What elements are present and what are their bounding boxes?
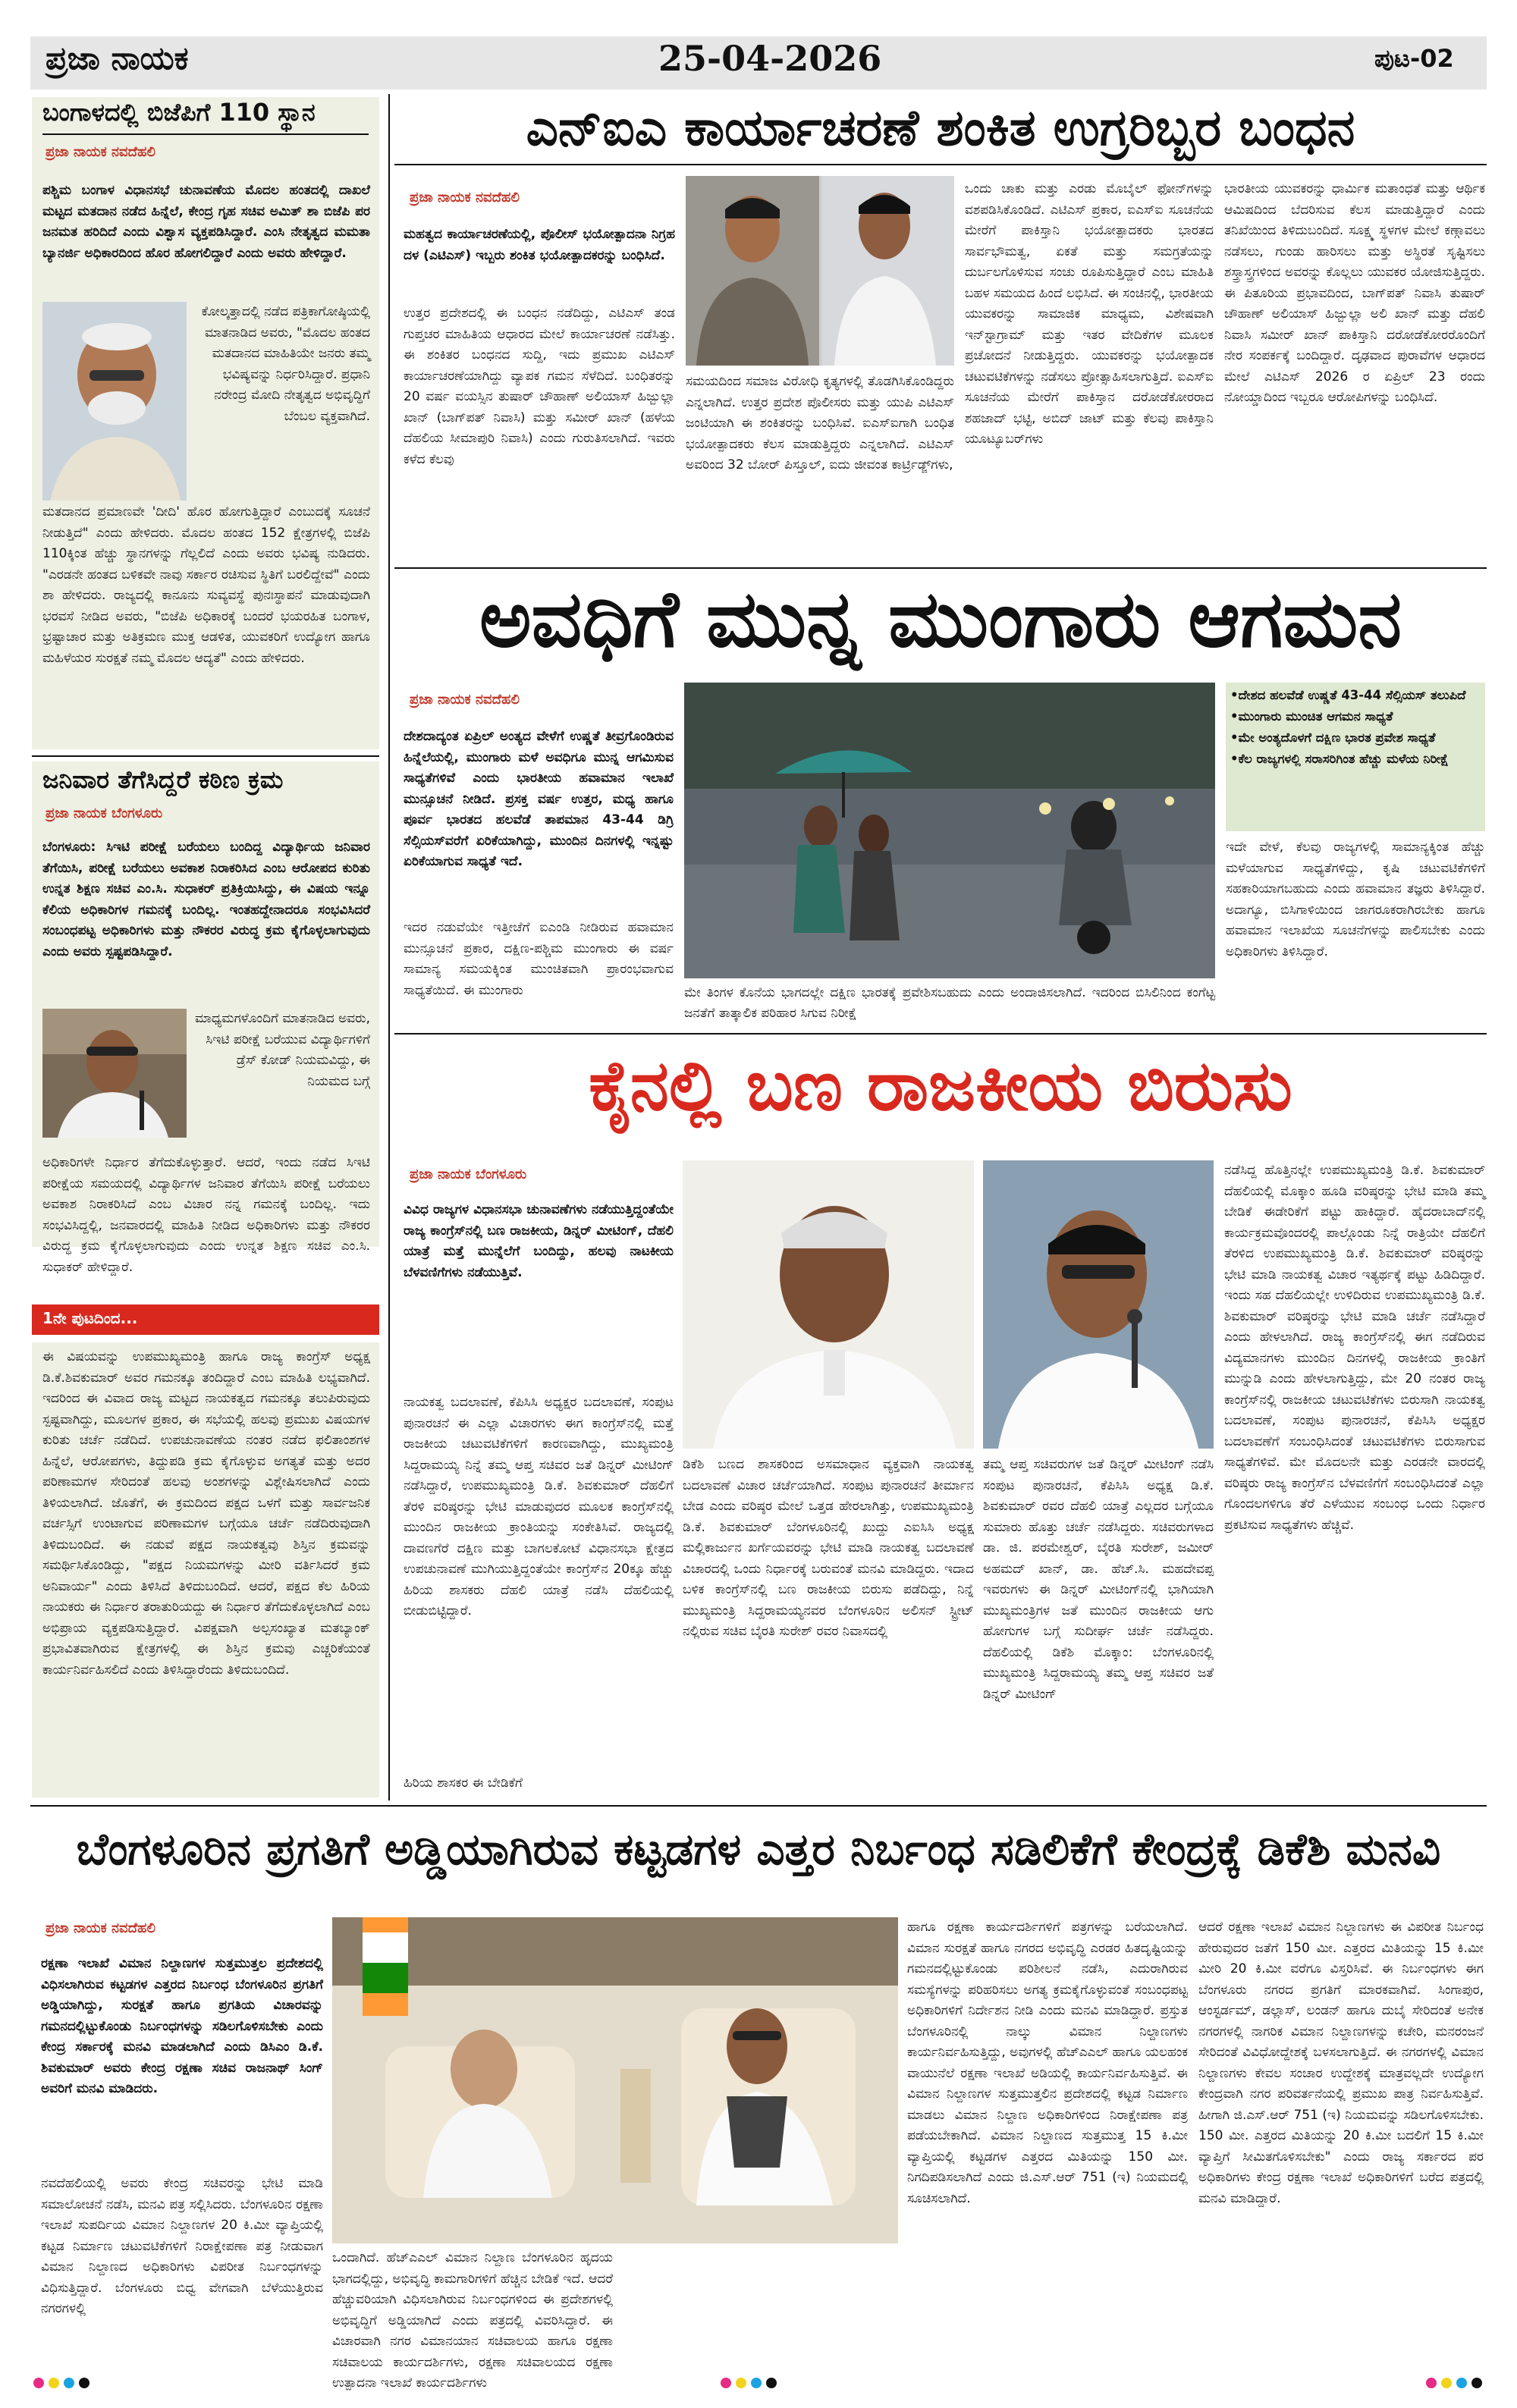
highlight-item: •ಮುಂಗಾರು ಮುಂಚಿತ ಆಗಮನ ಸಾಧ್ಯತೆ [1230,709,1393,724]
monsoon-col1: ಇದರ ನಡುವೆಯೇ ಇತ್ತೀಚೆಗೆ ಐಎಂಡಿ ನೀಡಿರುವ ಹವಾಮಾನ ಮುನ್ಸೂಚನೆ ಪ್ರಕಾರ, ದಕ್ಷಿಣ-ಪಶ್ಚಿಮ ಮುಂಗಾರು ಈ ವರ್ಷ ಸಾಮಾನ್ಯ ಸಮಯಕ್ಕಿಂತ ಮುಂಚಿತವಾಗಿ ಪ್ರಾರಂಭವಾಗುವ ಸಾಧ್ಯತೆಯಿದೆ. ಈ ಮುಂಗಾರು [404,920,674,998]
monsoon-lead: ದೇಶದಾದ್ಯಂತ ಏಪ್ರಿಲ್ ಅಂತ್ಯದ ವೇಳೆಗೆ ಉಷ್ಣತೆ ತೀವ್ರಗೊಂಡಿರುವ ಹಿನ್ನೆಲೆಯಲ್ಲಿ, ಮುಂಗಾರು ಮಳೆ ಅವಧಿಗೂ ಮುನ್ನ ಆಗಮಿಸುವ ಸಾಧ್ಯತೆಗಳಿವೆ ಎಂದು ಭಾರತೀಯ ಹವಾಮಾನ ಇಲಾಖೆ ಮುನ್ಸೂಚನೆ ನೀಡಿದೆ. ಪ್ರಸಕ್ತ ವರ್ಷ ಉತ್ತರ, ಮಧ್ಯ ಹಾಗೂ ಪೂರ್ವ ಭಾರತದ ಹಲವೆಡೆ ತಾಪಮಾನ 43-44 ಡಿಗ್ರಿ ಸೆಲ್ಸಿಯಸ್‌ವರೆಗೆ ಏರಿಕೆಯಾಗಿದ್ದು, ಮುಂದಿನ ದಿನಗಳಲ್ಲಿ ಇನ್ನಷ್ಟು ಏರಿಕೆಯಾಗುವ ಸಾಧ್ಯತೆ ಇದೆ. [404,729,674,869]
dks-headline: ಬೆಂಗಳೂರಿನ ಪ್ರಗತಿಗೆ ಅಡ್ಡಿಯಾಗಿರುವ ಕಟ್ಟಡಗಳ ಎತ್ತರ ನಿರ್ಬಂಧ ಸಡಿಲಿಕೆಗೆ ಕೇಂದ್ರಕ್ಕೆ ಡಿಕೆಶಿ ಮನವಿ [76,1823,1441,1875]
congress-col4: ನಡೆಸಿದ್ದ ಹೊತ್ತಿನಲ್ಲೇ ಉಪಮುಖ್ಯಮಂತ್ರಿ ಡಿ.ಕೆ. ಶಿವಕುಮಾರ್ ದೆಹಲಿಯಲ್ಲಿ ಮೊಕ್ಕಾಂ ಹೂಡಿ ವರಿಷ್ಠರನ್ನು ಭೇಟಿ ಮಾಡಿ ತಮ್ಮ ಬೇಡಿಕೆ ಈಡೇರಿಕೆಗೆ ಪಟ್ಟು ಹಾಕಿದ್ದಾರೆ. ಹೈದರಾಬಾದ್‌ನಲ್ಲಿ ಕಾರ್ಯಕ್ರಮವೊಂದರಲ್ಲಿ ಪಾಲ್ಗೊಂಡು ನಿನ್ನೆ ರಾತ್ರಿಯೇ ದೆಹಲಿಗೆ ತೆರಳಿದ ಉಪಮುಖ್ಯಮಂತ್ರಿ ಡಿ.ಕೆ. ಶಿವಕುಮಾರ್ ವರಿಷ್ಠರನ್ನು ಭೇಟಿ ಮಾಡಿ ನಾಯಕತ್ವ ವಿಚಾರ ಇತ್ಯರ್ಥಕ್ಕೆ ಪಟ್ಟು ಹಿಡಿದಿದ್ದಾರೆ. ಇಂದು ಸಹ ದೆಹಲಿಯಲ್ಲೇ ಉಳಿದಿರುವ ಉಪಮುಖ್ಯಮಂತ್ರಿ ಡಿ.ಕೆ. ಶಿವಕುಮಾರ್ ವರಿಷ್ಠರನ್ನು ಭೇಟಿ ಮಾಡಿ ಚರ್ಚೆ ನಡೆಸಿದ್ದಾರೆ ಎಂದು ಹೇಳಲಾಗಿದೆ. ರಾಜ್ಯ ಕಾಂಗ್ರೆಸ್‌ನಲ್ಲಿ ಈಗ ನಡೆದಿರುವ ವಿದ್ಯಮಾನಗಳು ಮುಂದಿನ ದಿನಗಳಲ್ಲಿ ರಾಜಕೀಯ ಕ್ರಾಂತಿಗೆ ಮುನ್ನುಡಿ ಎಂದು ಹೇಳಲಾಗುತ್ತಿದ್ದು, ಮೇ 20 ನಂತರ ರಾಜ್ಯ ಕಾಂಗ್ರೆಸ್‌ನಲ್ಲಿ ರಾಜಕೀಯ ಚಟುವಟಿಕೆಗಳು ಬಿರುಸಾಗಿ ನಾಯಕತ್ವ ಬದಲಾವಣೆ, ಸಂಪುಟ ಪುನಾರಚನೆ, ಕೆಪಿಸಿಸಿ ಅಧ್ಯಕ್ಷರ ಬದಲಾವಣೆಗೆ ಸಂಬಂಧಿಸಿದಂತೆ ಚಟುವಟಿಕೆಗಳು ಬಿರುಸಾಗುವ ಸಾಧ್ಯತೆಗಳಿವೆ. ಮೇ ಮೊದಲನೇ ಮತ್ತು ಎರಡನೇ ವಾರದಲ್ಲಿ ವರಿಷ್ಠರು ರಾಜ್ಯ ಕಾಂಗ್ರೆಸ್‌ನ ಬೆಳವಣಿಗೆಗೆ ಸಂಬಂಧಿಸಿದಂತೆ ಎಲ್ಲಾ ಗೊಂದಲಗಳಿಗೂ ತೆರೆ ಎಳೆಯುವ ಸಂಬಂಧ ಒಂದು ನಿರ್ಧಾರ ಪ್ರಕಟಿಸುವ ಸಾಧ್ಯತೆಗಳು ಹೆಚ್ಚಿವೆ. [1224,1163,1485,1533]
color-registration-center [721,2377,781,2391]
nia-col3: ಒಂದು ಚಾಕು ಮತ್ತು ಎರಡು ಮೊಬೈಲ್ ಫೋನ್‌ಗಳನ್ನು ವಶಪಡಿಸಿಕೊಂಡಿದೆ. ಎಟಿಎಸ್ ಪ್ರಕಾರ, ಐಎಸ್‌ಐ ಸೂಚನೆಯ ಮೇರೆಗೆ ಪಾಕಿಸ್ತಾನಿ ಭಯೋತ್ಪಾದಕರು ಭಾರತದ ಸಾರ್ವಭೌಮತ್ವ, ಏಕತೆ ಮತ್ತು ಸಮಗ್ರತೆಯನ್ನು ದುರ್ಬಲಗೊಳಿಸುವ ಸಂಚು ರೂಪಿಸುತ್ತಿದ್ದಾರೆ ಎಂಬ ಮಾಹಿತಿ ಬಹಳ ಸಮಯದ ಹಿಂದೆ ಲಭಿಸಿದೆ. ಈ ಸಂಚಿನಲ್ಲಿ, ಭಾರತೀಯ ಯುವಕರನ್ನು ಸಾಮಾಜಿಕ ಮಾಧ್ಯಮ, ವಿಶೇಷವಾಗಿ ಇನ್‌ಸ್ಟಾಗ್ರಾಮ್ ಮತ್ತು ಇತರ ವೇದಿಕೆಗಳ ಮೂಲಕ ಪ್ರಚೋದನೆ ನೀಡುತ್ತಿದ್ದರು. ಯುವಕರನ್ನು ಭಯೋತ್ಪಾದಕ ಚಟುವಟಿಕೆಗಳನ್ನು ನಡೆಸಲು ಪ್ರೋತ್ಸಾಹಿಸಲಾಗುತ್ತಿದೆ. ಐಎಸ್‌ಐ ಸೂಚನೆಯ ಮೇರೆಗೆ ಪಾಕಿಸ್ತಾನ ದರೋಡೆಕೋರರಾದ ಶಹಜಾದ್ ಭಟ್ಟಿ, ಅಬಿದ್ ಜಾಟ್ ಮತ್ತು ಕೆಲವು ಪಾಕಿಸ್ತಾನಿ ಯೂಟ್ಯೂಬರ್‌ಗಳು [965,181,1214,447]
nia-col1: ಉತ್ತರ ಪ್ರದೇಶದಲ್ಲಿ ಈ ಬಂಧನ ನಡೆದಿದ್ದು, ಎಟಿಎಸ್ ತಂಡ ಗುಪ್ತಚರ ಮಾಹಿತಿಯ ಆಧಾರದ ಮೇಲೆ ಕಾರ್ಯಾಚರಣೆ ನಡೆಸಿತ್ತು. ಈ ಶಂಕಿತರ ಬಂಧನದ ಸುದ್ದಿ, ಇದು ಪ್ರಮುಖ ಎಟಿಎಸ್ ಕಾರ್ಯಾಚರಣೆಯಾಗಿದ್ದು ವ್ಯಾಪಕ ಗಮನ ಸೆಳೆದಿದೆ. ಬಂಧಿತರನ್ನು 20 ವರ್ಷ ವಯಸ್ಸಿನ ತುಷಾರ್ ಚೌಹಾಣ್ ಅಲಿಯಾಸ್ ಹಿಜ್ಬುಲ್ಲಾ ಖಾನ್ (ಬಾಗ್‌ಪತ್ ನಿವಾಸಿ) ಮತ್ತು ಸಮೀರ್ ಖಾನ್ (ಹಳೆಯ ದೆಹಲಿಯ ಸೀಮಾಪುರಿ ನಿವಾಸಿ) ಎಂದು ಗುರುತಿಸಲಾಗಿದೆ. ಇವರು ಕಳೆದ ಕೆಲವು [404,306,675,467]
dks-col3: ಹಾಗೂ ರಕ್ಷಣಾ ಕಾರ್ಯದರ್ಶಿಗಳಿಗೆ ಪತ್ರಗಳನ್ನು ಬರೆಯಲಾಗಿದೆ. ವಿಮಾನ ಸುರಕ್ಷತೆ ಹಾಗೂ ನಗರದ ಅಭಿವೃದ್ಧಿ ಎರಡರ ಹಿತದೃಷ್ಟಿಯನ್ನು ಗಮನದಲ್ಲಿಟ್ಟುಕೊಂಡು ಪರಿಶೀಲನೆ ನಡೆಸಿ, ಎದುರಾಗಿರುವ ಸಮಸ್ಯೆಗಳನ್ನು ಪರಿಹರಿಸಲು ಅಗತ್ಯ ಕ್ರಮಕೈಗೊಳ್ಳುವಂತೆ ಸಂಬಂಧಪಟ್ಟ ಅಧಿಕಾರಿಗಳಿಗೆ ನಿರ್ದೇಶನ ನೀಡಿ ಎಂದು ಮನವಿ ಮಾಡಿದ್ದಾರೆ. ಪ್ರಸ್ತುತ ಬೆಂಗಳೂರಿನಲ್ಲಿ ನಾಲ್ಕು ವಿಮಾನ ನಿಲ್ದಾಣಗಳು ಕಾರ್ಯನಿರ್ವಹಿಸುತ್ತಿದ್ದು, ಅವುಗಳಲ್ಲಿ ಹೆಚ್‌ಎಎಲ್ ಹಾಗೂ ಯಲಹಂಕ ವಾಯುನೆಲೆ ರಕ್ಷಣಾ ಇಲಾಖೆ ಅಡಿಯಲ್ಲಿ ಕಾರ್ಯನಿರ್ವಹಿಸುತ್ತಿವೆ. ಈ ವಿಮಾನ ನಿಲ್ದಾಣಗಳ ಸುತ್ತಮುತ್ತಲಿನ ಪ್ರದೇಶದಲ್ಲಿ ಕಟ್ಟಡ ನಿರ್ಮಾಣ ಮಾಡಲು ವಿಮಾನ ನಿಲ್ದಾಣ ಅಧಿಕಾರಿಗಳಿಂದ ನಿರಾಕ್ಷೇಪಣಾ ಪತ್ರ ಪಡೆಯಬೇಕಾಗಿದೆ. ವಿಮಾನ ನಿಲ್ದಾಣದ ಸುತ್ತಮುತ್ತ 15 ಕಿ.ಮೀ ವ್ಯಾಪ್ತಿಯಲ್ಲಿ ಕಟ್ಟಡಗಳ ಎತ್ತರದ ಮಿತಿಯನ್ನು 150 ಮೀ. ನಿಗದಿಪಡಿಸಲಾಗಿದೆ ಎಂದು ಜಿ.ಎಸ್.ಆರ್ 751 (ಇ) ನಿಯಮದಲ್ಲಿ ಸೂಚಿಸಲಾಗಿದೆ. [907,1920,1188,2206]
congress-col3: ತಮ್ಮ ಆಪ್ತ ಸಚಿವರುಗಳ ಜತೆ ಡಿನ್ನರ್ ಮೀಟಿಂಗ್ ನಡೆಸಿ ಸಂಪುಟ ಪುನಾರಚನೆ, ಕೆಪಿಸಿಸಿ ಅಧ್ಯಕ್ಷ ಡಿ.ಕೆ. ಶಿವಕುಮಾರ್ ರವರ ದೆಹಲಿ ಯಾತ್ರೆ ಎಲ್ಲದರ ಬಗ್ಗೆಯೂ ಸುಮಾರು ಹೊತ್ತು ಚರ್ಚೆ ನಡೆಸಿದ್ದರು. ಸಚಿವರುಗಳಾದ ಡಾ. ಜಿ. ಪರಮೇಶ್ವರ್, ಬೈರತಿ ಸುರೇಶ್, ಜಮೀರ್ ಅಹಮದ್ ಖಾನ್, ಡಾ. ಹೆಚ್.ಸಿ. ಮಹದೇವಪ್ಪ ಇವರುಗಳು ಈ ಡಿನ್ನರ್ ಮೀಟಿಂಗ್‌ನಲ್ಲಿ ಭಾಗಿಯಾಗಿ ಮುಖ್ಯಮಂತ್ರಿಗಳ ಜತೆ ಮುಂದಿನ ರಾಜಕೀಯ ಆಗು ಹೋಗುಗಳ ಬಗ್ಗೆ ಸುದೀರ್ಘ ಚರ್ಚೆ ನಡೆಸಿದ್ದರು. ದೆಹಲಿಯಲ್ಲಿ ಡಿಕೆಶಿ ಮೊಕ್ಕಾಂ: ಬೆಂಗಳೂರಿನಲ್ಲಿ ಮುಖ್ಯಮಂತ್ರಿ ಸಿದ್ದರಾಮಯ್ಯ ತಮ್ಮ ಆಪ್ತ ಸಚಿವರ ಜತೆ ಡಿನ್ನರ್ ಮೀಟಿಂಗ್ [983,1457,1214,1702]
monsoon-highlights [1226,683,1485,831]
divider [394,164,1487,165]
divider [394,567,1487,569]
nia-col4: ಭಾರತೀಯ ಯುವಕರನ್ನು ಧಾರ್ಮಿಕ ಮತಾಂಧತೆ ಮತ್ತು ಆರ್ಥಿಕ ಆಮಿಷದಿಂದ ಬೆದರಿಸುವ ಕೆಲಸ ಮಾಡುತ್ತಿದ್ದಾರೆ ಎಂದು ತನಿಖೆಯಿಂದ ತಿಳಿದುಬಂದಿದೆ. ಸೂಕ್ಷ್ಮ ಸ್ಥಳಗಳ ಮೇಲೆ ಕಣ್ಗಾವಲು ನಡೆಸಲು, ಗುಂಡು ಹಾರಿಸಲು ಮತ್ತು ಅಸ್ಥಿರತೆ ಸೃಷ್ಟಿಸಲು ಶಸ್ತ್ರಾಸ್ತ್ರಗಳಿಂದ ಅವರನ್ನು ಕೊಲ್ಲಲು ಯುವಕರ ಯೋಜಿಸುತ್ತಿದ್ದರು. ಈ ಪಿತೂರಿಯ ಪ್ರಭಾವದಿಂದ, ಬಾಗ್‌ಪತ್ ನಿವಾಸಿ ತುಷಾರ್ ಚೌಹಾಣ್ ಅಲಿಯಾಸ್ ಹಿಜ್ಬುಲ್ಲಾ ಅಲಿ ಖಾನ್ ಮತ್ತು ದೆಹಲಿ ನಿವಾಸಿ ಸಮೀರ್ ಖಾನ್ ಪಾಕಿಸ್ತಾನಿ ದರೋಡೆಕೋರರೊಂದಿಗೆ ನೇರ ಸಂಪರ್ಕಕ್ಕೆ ಬಂದಿದ್ದಾರೆ. ದೃಢವಾದ ಪುರಾವೆಗಳ ಆಧಾರದ ಮೇಲೆ ಎಟಿಎಸ್ 2026 ರ ಏಪ್ರಿಲ್ 23 ರಂದು ನೋಯ್ಡಾದಿಂದ ಇಬ್ಬರೂ ಆರೋಪಿಗಳನ್ನು ಬಂಧಿಸಿದೆ. [1224,181,1485,405]
dcm-portrait [983,1160,1214,1449]
exam-byline: ಪ್ರಜಾ ನಾಯಕ ಬೆಂಗಳೂರು [46,805,163,821]
monsoon-side: ಇದೇ ವೇಳೆ, ಕೆಲವು ರಾಜ್ಯಗಳಲ್ಲಿ ಸಾಮಾನ್ಯಕ್ಕಿಂತ ಹೆಚ್ಚು ಮಳೆಯಾಗುವ ಸಾಧ್ಯತೆಗಳಿದ್ದು, ಕೃಷಿ ಚಟುವಟಿಕೆಗಳಿಗೆ ಸಹಕಾರಿಯಾಗಬಹುದು ಎಂದು ಹವಾಮಾನ ತಜ್ಞರು ತಿಳಿಸಿದ್ದಾರೆ. ಅದಾಗ್ಯೂ, ಬಿಸಿಗಾಳಿಯಿಂದ ಜಾಗರೂಕರಾಗಿರಬೇಕು ಹಾಗೂ ಹವಾಮಾನ ಇಲಾಖೆಯ ಸೂಚನೆಗಳನ್ನು ಪಾಲಿಸಬೇಕು ಎಂದು ಅಧಿಕಾರಿಗಳು ತಿಳಿಸಿದ್ದಾರೆ. [1226,840,1485,959]
dks-lead: ರಕ್ಷಣಾ ಇಲಾಖೆ ವಿಮಾನ ನಿಲ್ದಾಣಗಳ ಸುತ್ತಮುತ್ತಲ ಪ್ರದೇಶದಲ್ಲಿ ವಿಧಿಸಲಾಗಿರುವ ಕಟ್ಟಡಗಳ ಎತ್ತರದ ನಿರ್ಬಂಧ ಬೆಂಗಳೂರಿನ ಪ್ರಗತಿಗೆ ಅಡ್ಡಿಯಾಗಿದ್ದು, ಸುರಕ್ಷತೆ ಹಾಗೂ ಪ್ರಗತಿಯ ವಿಚಾರವನ್ನು ಗಮನದಲ್ಲಿಟ್ಟುಕೊಂಡು ನಿರ್ಬಂಧಗಳನ್ನು ಸಡಿಲಗೊಳಿಸಬೇಕು ಎಂದು ಕೇಂದ್ರ ಸರ್ಕಾರಕ್ಕೆ ಮನವಿ ಮಾಡಲಾಗಿದೆ ಎಂದು ಡಿಸಿಎಂ ಡಿ.ಕೆ. ಶಿವಕುಮಾರ್ ಅವರು ಕೇಂದ್ರ ರಕ್ಷಣಾ ಸಚಿವ ರಾಜನಾಥ್ ಸಿಂಗ್ ಅವರಿಗೆ ಮನವಿ ಮಾಡಿದರು. [41,1956,323,2096]
monsoon-headline: ಅವಧಿಗೆ ಮುನ್ನ ಮುಂಗಾರು ಆಗಮನ [479,573,1402,665]
column-rule [388,94,390,1801]
exam-body: ಅಧಿಕಾರಿಗಳೇ ನಿರ್ಧಾರ ತೆಗೆದುಕೊಳ್ಳುತ್ತಾರೆ. ಆದರೆ, ಇಂದು ನಡೆದ ಸಿಇಟಿ ಪರೀಕ್ಷೆಯ ಸಮಯದಲ್ಲಿ ವಿದ್ಯಾರ್ಥಿಗಳ ಜನಿವಾರ ತೆಗೆಯಿಸಿ ಪರೀಕ್ಷೆ ಬರೆಯಲು ಅವಕಾಶ ನಿರಾಕರಿಸಿದೆ ಎಂಬ ವಿಚಾರ ನನ್ನ ಗಮನಕ್ಕೆ ಬಂದಿಲ್ಲ. ಇದು ಸಂಭವಿಸಿದ್ದಲ್ಲಿ, ಜನವಾರದಲ್ಲಿ ಮಾಹಿತಿ ನೀಡಿದ ಅಧಿಕಾರಿಗಳು ಮತ್ತು ನೌಕರರ ವಿರುದ್ಧ ಕ್ರಮ ಕೈಗೊಳ್ಳಲಾಗುವುದು ಎಂದು ಉನ್ನತ ಶಿಕ್ಷಣ ಸಚಿವ ಎಂ.ಸಿ. ಸುಧಾಕರ್ ಹೇಳಿದ್ದಾರೆ. [42,1155,370,1275]
divider [30,1805,1487,1807]
dks-rajnath-photo [332,1917,898,2243]
minister-portrait [42,1009,187,1138]
divider [42,133,369,135]
suspects-image [686,176,954,366]
congress-lead: ವಿವಿಧ ರಾಜ್ಯಗಳ ವಿಧಾನಸಭಾ ಚುನಾವಣೆಗಳು ನಡೆಯುತ್ತಿದ್ದಂತೆಯೇ ರಾಜ್ಯ ಕಾಂಗ್ರೆಸ್‌ನಲ್ಲಿ ಬಣ ರಾಜಕೀಯ, ಡಿನ್ನರ್ ಮೀಟಿಂಗ್, ದೆಹಲಿ ಯಾತ್ರೆ ಮತ್ತೆ ಮುನ್ನೆಲೆಗೆ ಬಂದಿದ್ದು, ಹಲವು ನಾಟಕೀಯ ಬೆಳವಣಿಗೆಗಳು ನಡೆಯುತ್ತಿವೆ. [404,1202,674,1280]
nia-byline: ಪ್ರಜಾ ನಾಯಕ ನವದೆಹಲಿ [410,190,520,206]
bengal-headline: ಬಂಗಾಳದಲ್ಲಿ ಬಿಜೆಪಿಗೆ 110 ಸ್ಥಾನ [42,98,316,127]
continued-label: 1ನೇ ಪುಟದಿಂದ... [32,1304,379,1335]
exam-lead: ಬೆಂಗಳೂರು: ಸಿಇಟಿ ಪರೀಕ್ಷೆ ಬರೆಯಲು ಬಂದಿದ್ದ ವಿದ್ಯಾರ್ಥಿಯ ಜನಿವಾರ ತೆಗೆಯಿಸಿ, ಪರೀಕ್ಷೆ ಬರೆಯಲು ಅವಕಾಶ ನಿರಾಕರಿಸಿದ ಎಂಬ ಆರೋಪದ ಕುರಿತು ಉನ್ನತ ಶಿಕ್ಷಣ ಸಚಿವ ಎಂ.ಸಿ. ಸುಧಾಕರ್ ಪ್ರತಿಕ್ರಿಯಿಸಿದ್ದು, ಈ ವಿಷಯ ಇನ್ನೂ ಕೆಲಿಯ ಅಧಿಕಾರಿಗಳ ಗಮನಕ್ಕೆ ಬಂದಿಲ್ಲ. ಇಂತಹದ್ದೇನಾದರೂ ಸಂಭವಿಸಿದರೆ ಸಂಬಂಧಪಟ್ಟ ಅಧಿಕಾರಿಗಳು ಮತ್ತು ನೌಕರರ ವಿರುದ್ಧ ಕ್ರಮ ಕೈಗೊಳ್ಳಲಾಗುವುದು ಎಂದು ಅವರು ಸ್ಪಷ್ಟಪಡಿಸಿದ್ದಾರೆ. [42,840,370,959]
nia-headline: ಎನ್‌ಐಎ ಕಾರ್ಯಾಚರಣೆ ಶಂಕಿತ ಉಗ್ರರಿಬ್ಬರ ಬಂಧನ [526,99,1355,157]
nia-col2: ಸಮಯದಿಂದ ಸಮಾಜ ವಿರೋಧಿ ಕೃತ್ಯಗಳಲ್ಲಿ ತೊಡಗಿಸಿಕೊಂಡಿದ್ದರು ಎನ್ನಲಾಗಿದೆ. ಉತ್ತರ ಪ್ರದೇಶ ಪೊಲೀಸರು ಮತ್ತು ಯುಪಿ ಎಟಿಎಸ್ ಜಂಟಿಯಾಗಿ ಈ ಶಂಕಿತರನ್ನು ಬಂಧಿಸಿವೆ. ಐಎಸ್‌ಐಗಾಗಿ ಬಂಧಿತ ಭಯೋತ್ಪಾದಕರು ಕೆಲಸ ಮಾಡುತ್ತಿದ್ದರು ಎನ್ನಲಾಗಿದೆ. ಎಟಿಎಸ್ ಅವರಿಂದ 32 ಬೋರ್ ಪಿಸ್ತೂಲ್, ಐದು ಜೀವಂತ ಕಾರ್ಟ್ರಿಡ್ಜ್‌ಗಳು, [686,374,954,472]
divider [32,755,379,757]
nia-lead: ಮಹತ್ವದ ಕಾರ್ಯಾಚರಣೆಯಲ್ಲಿ, ಪೊಲೀಸ್ ಭಯೋತ್ಪಾದನಾ ನಿಗ್ರಹ ದಳ (ಎಟಿಎಸ್) ಇಬ್ಬರು ಶಂಕಿತ ಭಯೋತ್ಪಾದಕರನ್ನು ಬಂಧಿಸಿದೆ. [404,227,675,263]
dks-col1: ನವದೆಹಲಿಯಲ್ಲಿ ಅವರು ಕೇಂದ್ರ ಸಚಿವರನ್ನು ಭೇಟಿ ಮಾಡಿ ಸಮಾಲೋಚನೆ ನಡೆಸಿ, ಮನವಿ ಪತ್ರ ಸಲ್ಲಿಸಿದರು. ಬೆಂಗಳೂರಿನ ರಕ್ಷಣಾ ಇಲಾಖೆ ಸುಪರ್ದಿಯ ವಿಮಾನ ನಿಲ್ದಾಣಗಳ 20 ಕಿ.ಮೀ ವ್ಯಾಪ್ತಿಯಲ್ಲಿ ಕಟ್ಟಡ ನಿರ್ಮಾಣ ಚಟುವಟಿಕೆಗಳಿಗೆ ನಿರಾಕ್ಷೇಪಣಾ ಪತ್ರ ನೀಡುವಾಗ ವಿಮಾನ ನಿಲ್ದಾಣದ ಅಧಿಕಾರಿಗಳು ವಿಪರೀತ ನಿರ್ಬಂಧಗಳನ್ನು ವಿಧಿಸುತ್ತಿದ್ದಾರೆ. ಬೆಂಗಳೂರು ಬಿಧ್ವ ವೇಗವಾಗಿ ಬೆಳೆಯುತ್ತಿರುವ ನಗರಗಳಲ್ಲಿ [41,2176,323,2316]
continued-body: ಈ ವಿಷಯವನ್ನು ಉಪಮುಖ್ಯಮಂತ್ರಿ ಹಾಗೂ ರಾಜ್ಯ ಕಾಂಗ್ರೆಸ್ ಅಧ್ಯಕ್ಷ ಡಿ.ಕೆ.ಶಿವಕುಮಾರ್ ಅವರ ಗಮನಕ್ಕೂ ತಂದಿದ್ದಾರೆ ಎಂಬ ಮಾಹಿತಿ ಲಭ್ಯವಾಗಿದೆ. ಇದರಿಂದ ಈ ವಿವಾದ ರಾಜ್ಯ ಮಟ್ಟದ ನಾಯಕತ್ವದ ಗಮನಕ್ಕೂ ತಲುಪಿರುವುದು ಸ್ಪಷ್ಟವಾಗಿದ್ದು, ಮೂಲಗಳ ಪ್ರಕಾರ, ಈ ಸಭೆಯಲ್ಲಿ ಹಲವು ಪ್ರಮುಖ ವಿಷಯಗಳ ಕುರಿತು ಚರ್ಚೆ ನಡೆದಿದೆ. ಉಪಚುನಾವಣೆಯ ನಂತರ ನಡೆದ ಫಲಿತಾಂಶಗಳ ಹಿನ್ನೆಲೆ, ಆರೋಪಗಳು, ತಿದ್ದುಪಡಿ ಕ್ರಮ ಕೈಗೊಳ್ಳುವ ಅಗತ್ಯತೆ ಮತ್ತು ಅದರ ಪರಿಣಾಮಗಳ ಸೇರಿದಂತೆ ಹಲವು ಅಂಶಗಳನ್ನು ವಿಶ್ಲೇಷಿಸಲಾಗಿದೆ ಎಂದು ತಿಳಿಯಲಾಗಿದೆ. ಜೊತೆಗೆ, ಈ ಕ್ರಮದಿಂದ ಪಕ್ಷದ ಒಳಗೆ ಮತ್ತು ಸಾರ್ವಜನಿಕ ವರ್ಚಸ್ಸಿಗೆ ಉಂಟಾಗುವ ಪರಿಣಾಮಗಳ ಬಗ್ಗೆಯೂ ಚರ್ಚೆ ನಡೆದಿರುವುದಾಗಿ ತಿಳಿದುಬಂದಿದೆ. ಈ ನಡುವೆ ಪಕ್ಷದ ನಾಯಕತ್ವವು ಶಿಸ್ತಿನ ಕ್ರಮವನ್ನು ಸಮರ್ಥಿಸಿಕೊಂಡಿದ್ದು, "ಪಕ್ಷದ ನಿಯಮಗಳನ್ನು ಮೀರಿ ವರ್ತಿಸಿದರೆ ಕ್ರಮ ಅನಿವಾರ್ಯ" ಎಂದು ತಿಳಿಸಿದೆ ತಿಳಿದುಬಂದಿದೆ. ಆದರೆ, ಪಕ್ಷದ ಕೆಲ ಹಿರಿಯ ನಾಯಕರು ಈ ನಿರ್ಧಾರ ತರಾತುರಿಯದ್ದು ಈ ನಿರ್ಧಾರ ತೆಗೆದುಕೊಳ್ಳಲಾಗಿದೆ ಎಂಬ ಅಭಿಪ್ರಾಯ ವ್ಯಕ್ತಪಡಿಸುತ್ತಿದ್ದಾರೆ. ವಿಪಕ್ಷವಾಗಿ ಅಲ್ಪಸಂಖ್ಯಾತ ಮತಬ್ಯಾಂಕ್ ಪ್ರಭಾವಿತವಾಗಿರುವ ಕ್ಷೇತ್ರಗಳಲ್ಲಿ ಈ ಶಿಸ್ತಿನ ಕ್ರಮವು ಎಚ್ಚರಿಕೆಯಂತೆ ಕಾರ್ಯನಿರ್ವಹಿಸಲಿದೆ ಎಂದು ತಿಳಿಸಿದ್ದಾರೆಂದು ತಿಳಿದುಬಂದಿದೆ. [42,1349,370,1678]
exam-beside: ಮಾಧ್ಯಮಗಳೊಂದಿಗೆ ಮಾತನಾಡಿದ ಅವರು, ಸಿಇಟಿ ಪರೀಕ್ಷೆ ಬರೆಯುವ ವಿದ್ಯಾರ್ಥಿಗಳಿಗೆ ಡ್ರೆಸ್ ಕೋಡ್ ನಿಯಮವಿದ್ದು, ಈ ನಿಯಮದ ಬಗ್ಗೆ [194,1011,370,1089]
amit-shah-portrait [42,302,187,501]
highlight-item: •ಕೆಲ ರಾಜ್ಯಗಳಲ್ಲಿ ಸರಾಸರಿಗಿಂತ ಹೆಚ್ಚು ಮಳೆಯ ನಿರೀಕ್ಷೆ [1230,752,1449,766]
color-registration-right [1426,2377,1487,2391]
congress-byline: ಪ್ರಜಾ ನಾಯಕ ಬೆಂಗಳೂರು [410,1166,527,1182]
cm-portrait [683,1160,974,1449]
amit-shah-photo [42,302,187,501]
page-number: ಪುಟ-02 [1374,44,1454,73]
rain-photo [684,683,1215,978]
divider [394,1033,1487,1034]
congress-col1-end: ಹಿರಿಯ ಶಾಸಕರ ಈ ಬೇಡಿಕೆಗೆ [404,1775,523,1791]
highlight-item: •ಮೇ ಅಂತ್ಯದೊಳಗೆ ದಕ್ಷಿಣ ಭಾರತ ಪ್ರವೇಶ ಸಾಧ್ಯತೆ [1230,730,1436,745]
exam-headline: ಜನಿವಾರ ತೆಗೆಸಿದ್ದರೆ ಕಠಿಣ ಕ್ರಮ [42,765,284,794]
issue-date: 25-04-2026 [658,38,882,79]
bengal-lead: ಪಶ್ಚಿಮ ಬಂಗಾಳ ವಿಧಾನಸಭೆ ಚುನಾವಣೆಯ ಮೊದಲ ಹಂತದಲ್ಲಿ ದಾಖಲೆ ಮಟ್ಟದ ಮತದಾನ ನಡೆದ ಹಿನ್ನೆಲೆ, ಕೇಂದ್ರ ಗೃಹ ಸಚಿವ ಅಮಿತ್ ಶಾ ಬಿಜೆಪಿ ಪರ ಜನಮತ ಹರಿದಿದೆ ಎಂದು ವಿಶ್ವಾಸ ವ್ಯಕ್ತಪಡಿಸಿದ್ದಾರೆ. ಎಂಸಿ ನೇತೃತ್ವದ ಮಮತಾ ಬ್ಯಾನರ್ಜಿ ಅಧಿಕಾರದಿಂದ ಹೊರ ಹೋಗಲಿದ್ದಾರೆ ಎಂದು ಅವರು ಹೇಳಿದ್ದಾರೆ. [42,183,370,261]
suspects-photo [686,176,954,366]
shivakumar-photo [983,1160,1214,1449]
dks-caption-col: ಒಂದಾಗಿದೆ. ಹೆಚ್‌ಎಎಲ್ ವಿಮಾನ ನಿಲ್ದಾಣ ಬೆಂಗಳೂರಿನ ಹೃದಯ ಭಾಗದಲ್ಲಿದ್ದು, ಅಭಿವೃದ್ಧಿ ಕಾಮಗಾರಿಗಳಿಗೆ ಹೆಚ್ಚಿನ ಬೇಡಿಕೆ ಇದೆ. ಆದರೆ ಹೆಚ್ಚುವರಿಯಾಗಿ ವಿಧಿಸಲಾಗಿರುವ ನಿರ್ಬಂಧಗಳಿಂದ ಈ ಪ್ರದೇಶಗಳಲ್ಲಿ ಅಭಿವೃದ್ಧಿಗೆ ಅಡ್ಡಿಯಾಗಿದೆ ಎಂದು ಪತ್ರದಲ್ಲಿ ವಿವರಿಸಿದ್ದಾರೆ. ಈ ವಿಚಾರವಾಗಿ ನಗರ ವಿಮಾನಯಾನ ಸಚಿವಾಲಯ ಹಾಗೂ ರಕ್ಷಣಾ ಸಚಿವಾಲಯ ಕಾರ್ಯದರ್ಶಿಗಳು, ರಕ್ಷಣಾ ಸಚಿವಾಲಯದ ರಕ್ಷಣಾ ಉತ್ಪಾದನಾ ಇಲಾಖೆ ಕಾರ್ಯದರ್ಶಿಗಳು [332,2250,613,2391]
dks-col4: ಆದರೆ ರಕ್ಷಣಾ ಇಲಾಖೆ ವಿಮಾನ ನಿಲ್ದಾಣಗಳು ಈ ವಿಪರೀತ ನಿರ್ಬಂಧ ಹೇರುವುದರ ಜತೆಗೆ 150 ಮೀ. ಎತ್ತರದ ಮಿತಿಯನ್ನು 15 ಕಿ.ಮೀ ಮೀರಿ 20 ಕಿ.ಮೀ ವರೆಗೂ ವಿಸ್ತರಿಸಿವೆ. ಈ ನಿರ್ಬಂಧಗಳು ಈಗ ಬೆಂಗಳೂರು ನಗರದ ಪ್ರಗತಿಗೆ ಮಾರಕವಾಗಿವೆ. ಸಿಂಗಾಪುರ, ಆಂಸ್ಟರ್ಡಮ್, ಡಲ್ಲಾಸ್, ಲಂಡನ್ ಹಾಗೂ ದುಬೈ ಸೇರಿದಂತೆ ಅನೇಕ ನಗರಗಳಲ್ಲಿ ನಾಗರಿಕ ವಿಮಾನ ನಿಲ್ದಾಣಗಳನ್ನು ಕಚೇರಿ, ಮನರಂಜನೆ ಸೇರಿದಂತೆ ವಿವಿಧೋದ್ದೇಶಕ್ಕೆ ಬಳಸಲಾಗುತ್ತಿದೆ. ಈ ನಗರಗಳಲ್ಲಿ ವಿಮಾನ ನಿಲ್ದಾಣಗಳು ಕೇವಲ ಸಂಚಾರ ಉದ್ದೇಶಕ್ಕೆ ಮಾತ್ರವಲ್ಲದೇ ಉದ್ಯೋಗ ಕೇಂದ್ರವಾಗಿ ನಗರ ಪರಿವರ್ತನೆಯಲ್ಲಿ ಪ್ರಮುಖ ಪಾತ್ರ ನಿರ್ವಹಿಸುತ್ತಿವೆ. ಹೀಗಾಗಿ ಜಿ.ಎಸ್.ಆರ್ 751 (ಇ) ನಿಯಮವನ್ನು ಸಡಿಲಗೊಳಿಸಬೇಕು. 150 ಮೀ. ಎತ್ತರದ ಮಿತಿಯನ್ನು 20 ಕಿ.ಮೀ ಬದಲಿಗೆ 15 ಕಿ.ಮೀ ವ್ಯಾಪ್ತಿಗೆ ಸೀಮಿತಗೊಳಿಸಬೇಕು" ಎಂದು ರಾಜ್ಯ ಸರ್ಕಾರದ ಪರ ಅಧಿಕಾರಿಗಳು ಕೇಂದ್ರ ರಕ್ಷಣಾ ಇಲಾಖೆ ಅಧಿಕಾರಿಗಳಿಗೆ ಬರೆದ ಪತ್ರದಲ್ಲಿ ಮನವಿ ಮಾಡಿದ್ದಾರೆ. [1198,1920,1484,2206]
meeting-image [332,1917,898,2243]
highlight-item: •ದೇಶದ ಹಲವೆಡೆ ಉಷ್ಣತೆ 43-44 ಸೆಲ್ಸಿಯಸ್ ತಲುಪಿದೆ [1230,688,1466,702]
monsoon-byline: ಪ್ರಜಾ ನಾಯಕ ನವದೆಹಲಿ [410,692,520,708]
congress-col1: ನಾಯಕತ್ವ ಬದಲಾವಣೆ, ಕೆಪಿಸಿಸಿ ಅಧ್ಯಕ್ಷರ ಬದಲಾವಣೆ, ಸಂಪುಟ ಪುನಾರಚನೆ ಈ ಎಲ್ಲಾ ವಿಚಾರಗಳು ಈಗ ಕಾಂಗ್ರೆಸ್‌ನಲ್ಲಿ ಮತ್ತೆ ರಾಜಕೀಯ ಚಟುವಟಿಕೆಗಳಿಗೆ ಕಾರಣವಾಗಿದ್ದು, ಮುಖ್ಯಮಂತ್ರಿ ಸಿದ್ದರಾಮಯ್ಯ ನಿನ್ನೆ ತಮ್ಮ ಆಪ್ತ ಸಚಿವರ ಜತೆ ಡಿನ್ನರ್ ಮೀಟಿಂಗ್ ನಡೆಸಿದ್ದಾರೆ, ಉಪಮುಖ್ಯಮಂತ್ರಿ ಡಿ.ಕೆ. ಶಿವಕುಮಾರ್ ದೆಹಲಿಗೆ ತೆರಳಿ ವರಿಷ್ಠರನ್ನು ಭೇಟಿ ಮಾಡುವುದರ ಮೂಲಕ ಕಾಂಗ್ರೆಸ್‌ನಲ್ಲಿ ಮುಂದಿನ ರಾಜಕೀಯ ಕ್ರಾಂತಿಯನ್ನು ಸಂಕೇತಿಸಿವೆ. ರಾಜ್ಯದಲ್ಲಿ ದಾವಣಗೆರೆ ದಕ್ಷಿಣ ಮತ್ತು ಬಾಗಲಕೋಟೆ ವಿಧಾನಸಭಾ ಕ್ಷೇತ್ರದ ಉಪಚುನಾವಣೆ ಮುಗಿಯುತ್ತಿದ್ದಂತೆಯೇ ಕಾಂಗ್ರೆಸ್‌ನ 20ಕ್ಕೂ ಹೆಚ್ಚು ಹಿರಿಯ ಶಾಸಕರು ದೆಹಲಿ ಯಾತ್ರೆ ನಡೆಸಿ ದೆಹಲಿಯಲ್ಲಿ ಬೀಡುಬಿಟ್ಟಿದ್ದಾರೆ. [404,1395,674,1618]
monsoon-caption: ಮೇ ತಿಂಗಳ ಕೊನೆಯ ಭಾಗದಲ್ಲೇ ದಕ್ಷಿಣ ಭಾರತಕ್ಕೆ ಪ್ರವೇಶಿಸಬಹುದು ಎಂದು ಅಂದಾಜಿಸಲಾಗಿದೆ. ಇದರಿಂದ ಬಿಸಿಲಿನಿಂದ ಕಂಗೆಟ್ಟ ಜನತೆಗೆ ತಾತ್ಕಾಲಿಕ ಪರಿಹಾರ ಸಿಗುವ ನಿರೀಕ್ಷೆ [684,985,1215,1021]
siddaramaiah-photo [683,1160,974,1449]
sudhakar-photo [42,1009,187,1138]
rainy-street-image [684,683,1215,978]
dks-byline: ಪ್ರಜಾ ನಾಯಕ ನವದೆಹಲಿ [46,1920,155,1936]
color-registration-left [33,2377,94,2391]
bengal-beside: ಕೋಲ್ಕತ್ತಾದಲ್ಲಿ ನಡೆದ ಪತ್ರಿಕಾಗೋಷ್ಠಿಯಲ್ಲಿ ಮಾತನಾಡಿದ ಅವರು, "ಮೊದಲ ಹಂತದ ಮತದಾನದ ಮಾಹಿತಿಯೇ ಜನರು ತಮ್ಮ ಭವಿಷ್ಯವನ್ನು ನಿರ್ಧರಿಸಿದ್ದಾರೆ. ಪ್ರಧಾನಿ ನರೇಂದ್ರ ಮೋದಿ ನೇತೃತ್ವದ ಅಭಿವೃದ್ಧಿಗೆ ಬೆಂಬಲ ವ್ಯಕ್ತವಾಗಿದೆ. [201,304,370,424]
congress-col2: ಡಿಕೆಶಿ ಬಣದ ಶಾಸಕರಿಂದ ಅಸಮಾಧಾನ ವ್ಯಕ್ತವಾಗಿ ನಾಯಕತ್ವ ಬದಲಾವಣೆ ವಿಚಾರ ಚರ್ಚೆಯಾಗಿದೆ. ಸಂಪುಟ ಪುನಾರಚನೆ ತೀರ್ಮಾನ ಬೇಡ ಎಂದು ವರಿಷ್ಠರ ಮೇಲೆ ಒತ್ತಡ ಹೇರಲಾಗಿತ್ತು, ಉಪಮುಖ್ಯಮಂತ್ರಿ ಡಿ.ಕೆ. ಶಿವಕುಮಾರ್ ಬೆಂಗಳೂರಿನಲ್ಲಿ ಖುದ್ದು ಎಐಸಿಸಿ ಅಧ್ಯಕ್ಷ ಮಲ್ಲಿಕಾರ್ಜುನ ಖರ್ಗೆಯವರನ್ನು ಭೇಟಿ ಮಾಡಿ ನಾಯಕತ್ವ ಬದಲಾವಣೆ ವಿಚಾರದಲ್ಲಿ ಒಂದು ನಿರ್ಧಾರಕ್ಕೆ ಬರುವಂತೆ ಮನವಿ ಮಾಡಿದ್ದರು. ಇದಾದ ಬಳಿಕ ಕಾಂಗ್ರೆಸ್‌ನಲ್ಲಿ ಬಣ ರಾಜಕೀಯ ಬಿರುಸು ಪಡೆದಿದ್ದು, ನಿನ್ನೆ ಮುಖ್ಯಮಂತ್ರಿ ಸಿದ್ದರಾಮಯ್ಯನವರ ಬೆಂಗಳೂರಿನ ಅಲಿಸನ್ ಸ್ಟ್ರೀಟ್ ನಲ್ಲಿರುವ ಸಚಿವ ಬೈರತಿ ಸುರೇಶ್ ರವರ ನಿವಾಸದಲ್ಲಿ [683,1457,974,1639]
paper-name: ಪ್ರಜಾ ನಾಯಕ [46,39,189,77]
congress-headline: ಕೈನಲ್ಲಿ ಬಣ ರಾಜಕೀಯ ಬಿರುಸು [589,1045,1292,1126]
bengal-byline: ಪ್ರಜಾ ನಾಯಕ ನವದೆಹಲಿ [46,144,155,160]
bengal-body: ಮತದಾನದ ಪ್ರಮಾಣವೇ 'ದೀದಿ' ಹೊರ ಹೋಗುತ್ತಿದ್ದಾರೆ ಎಂಬುದಕ್ಕೆ ಸೂಚನೆ ನೀಡುತ್ತಿದೆ" ಎಂದು ಹೇಳಿದರು. ಮೊದಲ ಹಂತದ 152 ಕ್ಷೇತ್ರಗಳಲ್ಲಿ ಬಿಜೆಪಿ 110ಕ್ಕಿಂತ ಹೆಚ್ಚು ಸ್ಥಾನಗಳನ್ನು ಗೆಲ್ಲಲಿದೆ ಎಂದು ಅವರು ಭವಿಷ್ಯ ನುಡಿದರು. "ಎರಡನೇ ಹಂತದ ಬಳಿಕವೇ ನಾವು ಸರ್ಕಾರ ರಚಿಸುವ ಸ್ಥಿತಿಗೆ ಬರಲಿದ್ದೇವೆ" ಎಂದು ಶಾ ಹೇಳಿದರು. ರಾಜ್ಯದಲ್ಲಿ ಕಾನೂನು ಸುವ್ಯವಸ್ಥೆ ಪುನಃಸ್ಥಾಪನೆ ಮಾಡುವುದಾಗಿ ಭರವಸೆ ನೀಡಿದ ಅವರು, "ಬಿಜೆಪಿ ಅಧಿಕಾರಕ್ಕೆ ಬಂದರೆ ಭಯರಹಿತ ಬಂಗಾಳ, ಭ್ರಷ್ಟಾಚಾರ ಮತ್ತು ಅತಿಕ್ರಮಣ ಮುಕ್ತ ಆಡಳಿತ, ಯುವಕರಿಗೆ ಉದ್ಯೋಗ ಹಾಗೂ ಮಹಿಳೆಯರ ಸುರಕ್ಷತೆ ನಮ್ಮ ಮೊದಲ ಆದ್ಯತೆ" ಎಂದು ಹೇಳಿದರು. [42,504,370,666]
